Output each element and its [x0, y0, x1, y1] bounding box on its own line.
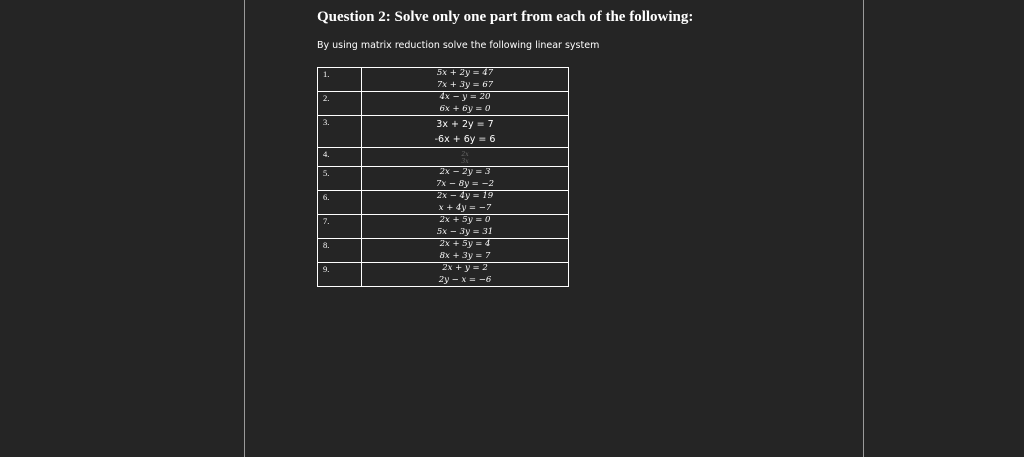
problem-number: 1. [318, 68, 362, 92]
equation: 8x + 3y = 7 [439, 250, 491, 261]
equation: 4x − y = 20 [439, 92, 491, 102]
equation: 2y − x = −6 [438, 274, 492, 285]
equation: 2x + 5y = 0 [439, 215, 491, 225]
problem-number: 9. [318, 263, 362, 287]
table-row [318, 148, 569, 167]
table-row [318, 68, 569, 92]
equation: 2x − 2y = 3 [439, 167, 491, 177]
question-heading: Question 2: Solve only one part from each of the following: [317, 9, 694, 25]
document-page [244, 0, 864, 457]
equation: -6x + 6y = 6 [434, 134, 496, 145]
problem-equations [362, 167, 569, 191]
problem-equations [362, 148, 569, 167]
problem-equations [362, 191, 569, 215]
question-instruction: By using matrix reduction solve the following linear system [317, 40, 600, 51]
equation: x + 4y = −7 [438, 202, 492, 213]
table-row [318, 191, 569, 215]
table-row [318, 92, 569, 116]
table-row [318, 167, 569, 191]
problem-equations [362, 239, 569, 263]
table-row [318, 116, 569, 148]
equation: 2x + 5y = 4 [439, 239, 491, 249]
problem-number: 5. [318, 167, 362, 191]
table-row [318, 263, 569, 287]
problem-equations [362, 116, 569, 148]
equation: 3x [461, 158, 469, 165]
problem-number: 3. [318, 116, 362, 148]
problem-number: 4. [318, 148, 362, 167]
problem-number: 7. [318, 215, 362, 239]
equation: 7x + 3y = 67 [436, 79, 494, 90]
equation: 7x − 8y = −2 [436, 178, 494, 189]
problem-equations [362, 68, 569, 92]
equation: 2x [461, 151, 469, 158]
equation: 3x + 2y = 7 [436, 119, 494, 130]
problem-number: 8. [318, 239, 362, 263]
problem-number: 2. [318, 92, 362, 116]
problems-table [317, 67, 569, 287]
problem-equations [362, 215, 569, 239]
equation: 6x + 6y = 0 [439, 103, 491, 114]
equation: 2x + y = 2 [442, 263, 488, 273]
problem-equations [362, 92, 569, 116]
equation: 5x − 3y = 31 [436, 226, 494, 237]
table-row [318, 239, 569, 263]
equation: 2x − 4y = 19 [436, 191, 494, 201]
problem-equations [362, 263, 569, 287]
table-row [318, 215, 569, 239]
equation: 5x + 2y = 47 [436, 68, 494, 78]
problem-number: 6. [318, 191, 362, 215]
